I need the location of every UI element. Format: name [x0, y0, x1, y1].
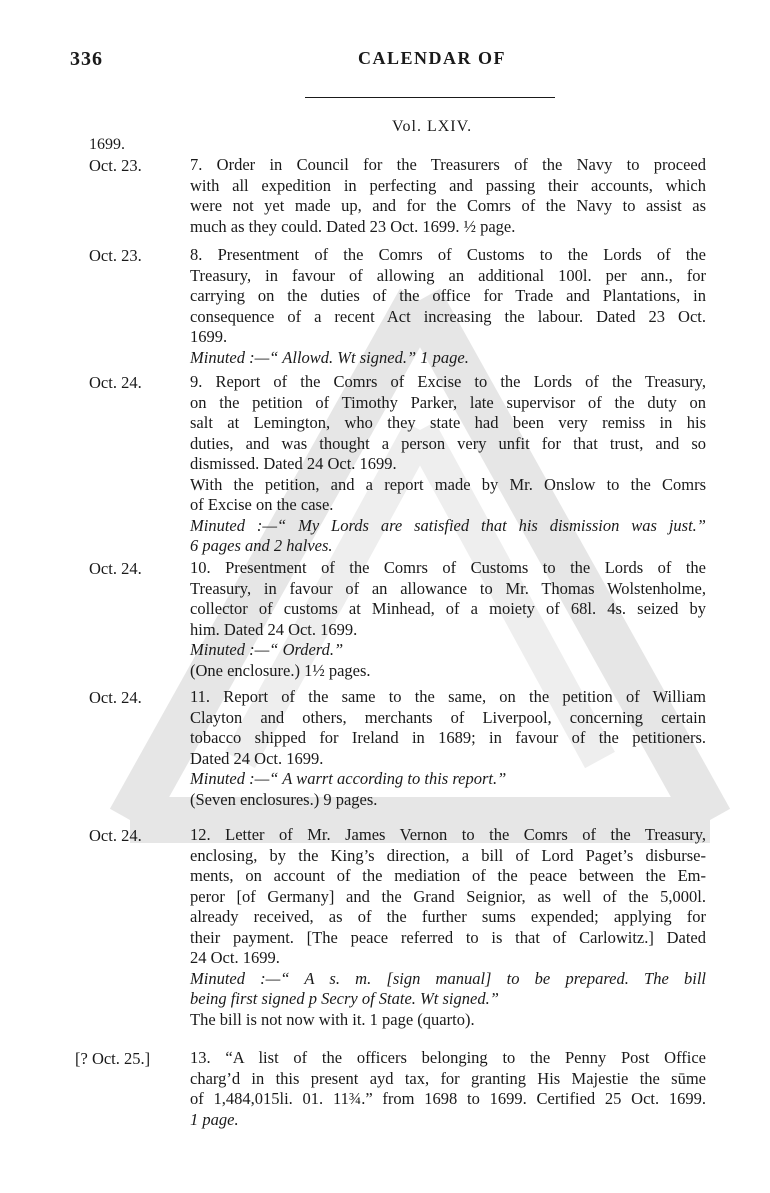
entry-text: [190, 558, 706, 681]
entry-text: [190, 825, 706, 1030]
entry-line: on the petition of Timothy Parker, late supervisor of the duty on: [190, 392, 706, 412]
running-head: CALENDAR OF: [358, 48, 507, 68]
entry-line: 7. Order in Council for the Treasurers of the Navy to proceed: [190, 155, 706, 174]
entry-text: [190, 372, 706, 557]
entry-line: Clayton and others, merchants of Liverpool, concerning certain: [190, 707, 706, 727]
entry-minute: Minuted :—“ Allowd. Wt signed.” 1 page.: [190, 347, 469, 367]
entry-date: Oct. 23.: [89, 246, 142, 265]
entry-line: much as they could. Dated 23 Oct. 1699. ½ page.: [190, 216, 516, 236]
entry-date: Oct. 24.: [89, 688, 142, 707]
volume-heading: Vol. LXIV.: [392, 118, 473, 135]
entry-line: 9. Report of the Comrs of Excise to the Lords of the Treasury,: [190, 372, 706, 391]
entry-minute: Minuted :—“ A s. m. [sign manual] to be prepared. The bill: [190, 968, 706, 988]
entry-line: dismissed. Dated 24 Oct. 1699.: [190, 454, 397, 473]
entry-line: 12. Letter of Mr. James Vernon to the Comrs of the Treasury,: [190, 825, 706, 844]
entry-line: 8. Presentment of the Comrs of Customs to the Lords of the: [190, 245, 706, 264]
entry-minute: Minuted :—“ My Lords are satisfied that his dismission was just.”: [190, 515, 706, 535]
entry-line: duties, and was thought a person very unfit for that trust, and so: [190, 433, 706, 453]
entry-line: 13. “A list of the officers belonging to the Penny Post Office: [190, 1048, 706, 1067]
entry-line: ments, on account of the mediation of the peace between the Em-: [190, 866, 706, 885]
entry-text: [190, 687, 706, 810]
entry-date: Oct. 24.: [89, 373, 142, 392]
entry-note: With the petition, and a report made by Mr. Onslow to the Comrs: [190, 474, 706, 494]
entry-line: 11. Report of the same to the same, on the petition of William: [190, 687, 706, 706]
entry-line: Dated 24 Oct. 1699.: [190, 748, 324, 768]
entry-date: [? Oct. 25.]: [75, 1049, 151, 1068]
entry-line: carrying on the duties of the office for Trade and Plantations, in: [190, 286, 706, 305]
entry-date: Oct. 23.: [89, 156, 142, 175]
entry-date: Oct. 24.: [89, 826, 142, 845]
entry-text: [190, 245, 706, 368]
entry-line: 10. Presentment of the Comrs of Customs to the Lords of the: [190, 558, 706, 577]
entry-line: enclosing, by the King’s direction, a bill of Lord Paget’s disburse-: [190, 845, 706, 865]
entry-line: salt at Lemington, who they state had been very remiss in his: [190, 413, 706, 432]
entry-line: Treasury, in favour of an allowance to Mr. Thomas Wolstenholme,: [190, 578, 706, 598]
entry-line: Treasury, in favour of allowing an additional 100l. per ann., for: [190, 265, 706, 285]
entry-line: with all expedition in perfecting and passing their accounts, which: [190, 175, 706, 195]
entry-text: [190, 155, 706, 237]
entry-line: tobacco shipped for Ireland in 1689; in favour of the petitioners.: [190, 728, 706, 747]
entry-line: peror [of Germany] and the Grand Seignior, as well of the 5,000l.: [190, 886, 706, 906]
entry-note: The bill is not now with it. 1 page (quarto).: [190, 1009, 475, 1029]
entry-line: of 1,484,015li. 01. 11¾.” from 1698 to 1699. Certified 25 Oct. 1699.: [190, 1089, 706, 1108]
entry-minute: Minuted :—“ A warrt according to this report.”: [190, 769, 507, 788]
entry-note: of Excise on the case.: [190, 495, 334, 514]
entry-line: collector of customs at Minhead, of a moiety of 68l. 4s. seized by: [190, 599, 706, 618]
entry-line: were not yet made up, and for the Comrs of the Navy to assist as: [190, 196, 706, 215]
year-marker: 1699.: [89, 136, 125, 153]
entry-minute: being first signed p Secry of State. Wt signed.”: [190, 989, 499, 1008]
entry-date: Oct. 24.: [89, 559, 142, 578]
entry-line: 24 Oct. 1699.: [190, 948, 280, 967]
entry-note: (Seven enclosures.) 9 pages.: [190, 789, 378, 809]
entry-line: 1 page.: [190, 1109, 239, 1129]
entry-line: charg’d in this present ayd tax, for granting His Majestie the sūme: [190, 1068, 706, 1088]
entry-line: already received, as of the further sums expended; applying for: [190, 907, 706, 926]
entry-minute: Minuted :—“ Orderd.”: [190, 640, 344, 659]
entry-line: 1699.: [190, 327, 228, 346]
entry-tail: 6 pages and 2 halves.: [190, 536, 333, 555]
entry-line: him. Dated 24 Oct. 1699.: [190, 619, 358, 639]
entry-text: [190, 1048, 706, 1130]
header-rule: [305, 97, 555, 98]
entry-line: consequence of a recent Act increasing the labour. Dated 23 Oct.: [190, 306, 706, 326]
page-number: 336: [70, 48, 103, 70]
entry-line: their payment. [The peace referred to is that of Carlowitz.] Dated: [190, 927, 706, 947]
entry-note: (One enclosure.) 1½ pages.: [190, 660, 371, 680]
